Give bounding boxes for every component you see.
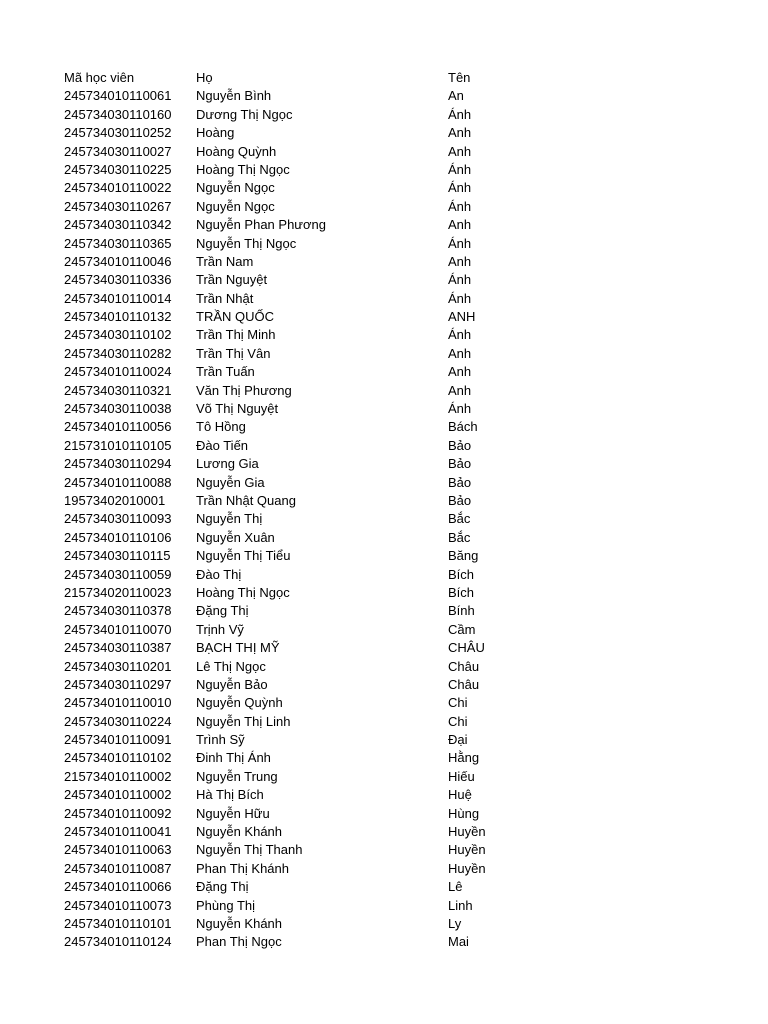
table-row [64, 878, 544, 896]
table-row [64, 805, 544, 823]
table-row [64, 658, 544, 676]
surname-cell: Nguyễn Xuân [196, 529, 275, 545]
given-name-cell: Chi [448, 713, 468, 729]
column-header-surname: Họ [196, 70, 213, 85]
given-name-cell: Ánh [448, 235, 472, 251]
student-id-cell: 245734010110101 [64, 915, 172, 931]
given-name-cell: Bách [448, 419, 478, 435]
surname-cell: Đinh Thị Ánh [196, 750, 271, 766]
table-row [64, 915, 544, 933]
table-row [64, 749, 544, 767]
given-name-cell: Châu [448, 676, 480, 692]
column-header-given-name: Tên [448, 70, 471, 85]
table-row [64, 731, 544, 749]
student-id-cell: 245734010110102 [64, 750, 172, 766]
surname-cell: Trần Nam [196, 253, 254, 269]
given-name-cell: Hùng [448, 805, 480, 821]
table-row [64, 382, 544, 400]
table-row [64, 253, 544, 271]
given-name-cell: Ánh [448, 272, 472, 288]
student-id-cell: 245734010110041 [64, 824, 172, 840]
given-name-cell: Đại [448, 732, 468, 748]
surname-cell: Nguyễn Hữu [196, 805, 270, 821]
table-row [64, 584, 544, 602]
table-row [64, 676, 544, 694]
table-row [64, 529, 544, 547]
student-id-cell: 245734030110201 [64, 658, 172, 674]
given-name-cell: Anh [448, 253, 472, 269]
surname-cell: Hà Thị Bích [196, 787, 264, 803]
given-name-cell: Anh [448, 125, 472, 141]
table-row [64, 179, 544, 197]
given-name-cell: Chi [448, 695, 468, 711]
student-id-cell: 245734010110106 [64, 529, 172, 545]
surname-cell: Võ Thị Nguyệt [196, 401, 279, 417]
surname-cell: Nguyễn Gia [196, 474, 265, 490]
given-name-cell: Hiếu [448, 768, 475, 784]
table-row [64, 768, 544, 786]
table-row [64, 713, 544, 731]
table-row [64, 823, 544, 841]
student-id-cell: 245734010110002 [64, 787, 172, 803]
surname-cell: BẠCH THỊ MỸ [196, 640, 280, 656]
given-name-cell: Ánh [448, 161, 472, 177]
student-id-cell: 215734020110023 [64, 584, 172, 600]
table-row [64, 786, 544, 804]
table-row [64, 474, 544, 492]
student-id-cell: 245734030110038 [64, 401, 172, 417]
student-id-cell: 245734010110088 [64, 474, 172, 490]
given-name-cell: Mai [448, 934, 469, 950]
surname-cell: Trần Nhật Quang [196, 492, 296, 508]
student-id-cell: 245734030110336 [64, 272, 172, 288]
table-row [64, 621, 544, 639]
surname-cell: Nguyễn Bình [196, 88, 272, 104]
student-id-cell: 245734010110056 [64, 419, 172, 435]
given-name-cell: Hằng [448, 750, 480, 766]
student-id-cell: 245734030110267 [64, 198, 172, 214]
surname-cell: Nguyễn Phan Phương [196, 217, 326, 233]
given-name-cell: Ánh [448, 290, 472, 306]
given-name-cell: Bắc [448, 529, 471, 545]
table-row [64, 860, 544, 878]
student-table [64, 69, 544, 952]
surname-cell: Văn Thị Phương [196, 382, 292, 398]
given-name-cell: Bích [448, 584, 475, 600]
table-row [64, 235, 544, 253]
surname-cell: Nguyễn Bảo [196, 676, 268, 692]
surname-cell: Đặng Thị [196, 879, 249, 895]
surname-cell: Trần Nhật [196, 290, 254, 306]
surname-cell: Lương Gia [196, 456, 259, 472]
student-id-cell: 245734010110091 [64, 732, 172, 748]
table-row [64, 602, 544, 620]
surname-cell: Nguyễn Thị Thanh [196, 842, 303, 858]
surname-cell: Nguyễn Thị Ngọc [196, 235, 297, 251]
student-id-cell: 245734030110342 [64, 217, 172, 233]
surname-cell: Trần Nguyệt [196, 272, 268, 288]
student-id-cell: 245734010110124 [64, 934, 172, 950]
surname-cell: Nguyễn Thị Linh [196, 713, 291, 729]
surname-cell: Nguyễn Ngọc [196, 198, 275, 214]
surname-cell: Hoàng Thị Ngọc [196, 584, 290, 600]
surname-cell: Lê Thị Ngọc [196, 658, 266, 674]
surname-cell: Hoàng Thị Ngọc [196, 161, 290, 177]
given-name-cell: Bắc [448, 511, 471, 527]
given-name-cell: Bảo [448, 492, 472, 508]
given-name-cell: Huyền [448, 842, 486, 858]
surname-cell: Phùng Thị [196, 897, 256, 913]
student-id-cell: 245734010110070 [64, 621, 172, 637]
surname-cell: Hoàng Quỳnh [196, 143, 277, 159]
student-id-cell: 245734010110024 [64, 364, 172, 380]
student-id-cell: 245734010110061 [64, 88, 172, 104]
given-name-cell: Bảo [448, 474, 472, 490]
table-row [64, 400, 544, 418]
given-name-cell: ANH [448, 309, 476, 325]
surname-cell: Tô Hồng [196, 419, 246, 435]
given-name-cell: Anh [448, 143, 472, 159]
given-name-cell: Ly [448, 915, 462, 931]
student-id-cell: 245734030110252 [64, 125, 172, 141]
table-row [64, 418, 544, 436]
surname-cell: Nguyễn Thị [196, 511, 263, 527]
surname-cell: Đào Thị [196, 566, 242, 582]
student-id-cell: 245734030110321 [64, 382, 172, 398]
surname-cell: Trần Thị Minh [196, 327, 276, 343]
given-name-cell: An [448, 88, 464, 104]
given-name-cell: Huệ [448, 787, 472, 803]
given-name-cell: Bảo [448, 456, 472, 472]
surname-cell: Trịnh Vỹ [196, 621, 244, 637]
student-id-cell: 245734010110073 [64, 897, 172, 913]
surname-cell: Nguyễn Khánh [196, 915, 283, 931]
given-name-cell: Châu [448, 658, 480, 674]
student-id-cell: 245734030110282 [64, 345, 172, 361]
table-body [64, 87, 544, 951]
student-id-cell: 245734030110027 [64, 143, 172, 159]
surname-cell: Nguyễn Thị Tiểu [196, 548, 291, 564]
table-row [64, 897, 544, 915]
table-row [64, 455, 544, 473]
column-header-student-id: Mã học viên [64, 70, 135, 85]
given-name-cell: Ánh [448, 198, 472, 214]
table-row [64, 345, 544, 363]
surname-cell: Đặng Thị [196, 603, 249, 619]
student-id-cell: 245734030110115 [64, 548, 171, 564]
student-id-cell: 245734030110102 [64, 327, 172, 343]
given-name-cell: Cầm [448, 621, 476, 637]
table-row [64, 933, 544, 951]
surname-cell: Dương Thị Ngọc [196, 106, 293, 122]
given-name-cell: Huyền [448, 824, 486, 840]
student-id-cell: 245734010110014 [64, 290, 172, 306]
student-id-cell: 245734010110046 [64, 253, 172, 269]
table-row [64, 143, 544, 161]
surname-cell: Nguyễn Trung [196, 768, 278, 784]
student-id-cell: 245734010110087 [64, 860, 172, 876]
student-id-cell: 245734030110297 [64, 676, 172, 692]
surname-cell: Trình Sỹ [196, 732, 245, 748]
given-name-cell: Ánh [448, 401, 472, 417]
surname-cell: Nguyễn Khánh [196, 824, 283, 840]
table-row [64, 106, 544, 124]
table-row [64, 492, 544, 510]
student-id-cell: 245734010110092 [64, 805, 172, 821]
table-row [64, 437, 544, 455]
surname-cell: Hoàng [196, 125, 235, 141]
student-id-cell: 245734030110224 [64, 713, 172, 729]
table-row [64, 639, 544, 657]
given-name-cell: Ánh [448, 180, 472, 196]
student-id-cell: 245734010110010 [64, 695, 172, 711]
given-name-cell: Anh [448, 217, 472, 233]
given-name-cell: Anh [448, 345, 472, 361]
given-name-cell: Bích [448, 566, 475, 582]
student-id-cell: 215734010110002 [64, 768, 172, 784]
given-name-cell: Bính [448, 603, 475, 619]
table-row [64, 694, 544, 712]
student-id-cell: 245734030110059 [64, 566, 172, 582]
given-name-cell: Anh [448, 364, 472, 380]
surname-cell: Nguyễn Ngọc [196, 180, 275, 196]
table-row [64, 87, 544, 105]
table-row [64, 124, 544, 142]
student-id-cell: 245734030110387 [64, 640, 172, 656]
given-name-cell: Anh [448, 382, 472, 398]
student-id-cell: 245734030110093 [64, 511, 172, 527]
table-row [64, 841, 544, 859]
student-id-cell: 215731010110105 [64, 437, 172, 453]
table-row [64, 510, 544, 528]
surname-cell: Phan Thị Ngọc [196, 934, 282, 950]
table-row [64, 271, 544, 289]
surname-cell: Phan Thị Khánh [196, 860, 289, 876]
table-row [64, 326, 544, 344]
table-row [64, 363, 544, 381]
table-row [64, 198, 544, 216]
given-name-cell: Ánh [448, 106, 472, 122]
given-name-cell: Ánh [448, 327, 472, 343]
student-id-cell: 245734030110378 [64, 603, 172, 619]
student-id-cell: 245734010110066 [64, 879, 172, 895]
table-row [64, 216, 544, 234]
table-row [64, 161, 544, 179]
table-row [64, 290, 544, 308]
given-name-cell: Băng [448, 548, 479, 564]
table-row [64, 547, 544, 565]
table-header-row [64, 69, 544, 87]
student-id-cell: 19573402010001 [64, 492, 166, 508]
table-row [64, 308, 544, 326]
surname-cell: Nguyễn Quỳnh [196, 695, 283, 711]
table-row [64, 566, 544, 584]
student-id-cell: 245734030110365 [64, 235, 172, 251]
given-name-cell: Linh [448, 897, 473, 913]
surname-cell: Trần Tuấn [196, 364, 255, 380]
surname-cell: Trần Thị Vân [196, 345, 271, 361]
given-name-cell: Huyền [448, 860, 486, 876]
given-name-cell: Lê [448, 879, 463, 895]
given-name-cell: Bảo [448, 437, 472, 453]
student-id-cell: 245734010110132 [64, 309, 172, 325]
student-id-cell: 245734030110160 [64, 106, 172, 122]
student-id-cell: 245734030110225 [64, 161, 172, 177]
given-name-cell: CHÂU [448, 640, 485, 656]
student-id-cell: 245734030110294 [64, 456, 172, 472]
surname-cell: TRẦN QUỐC [196, 309, 274, 325]
student-id-cell: 245734010110063 [64, 842, 172, 858]
surname-cell: Đào Tiến [196, 437, 249, 453]
student-id-cell: 245734010110022 [64, 180, 172, 196]
